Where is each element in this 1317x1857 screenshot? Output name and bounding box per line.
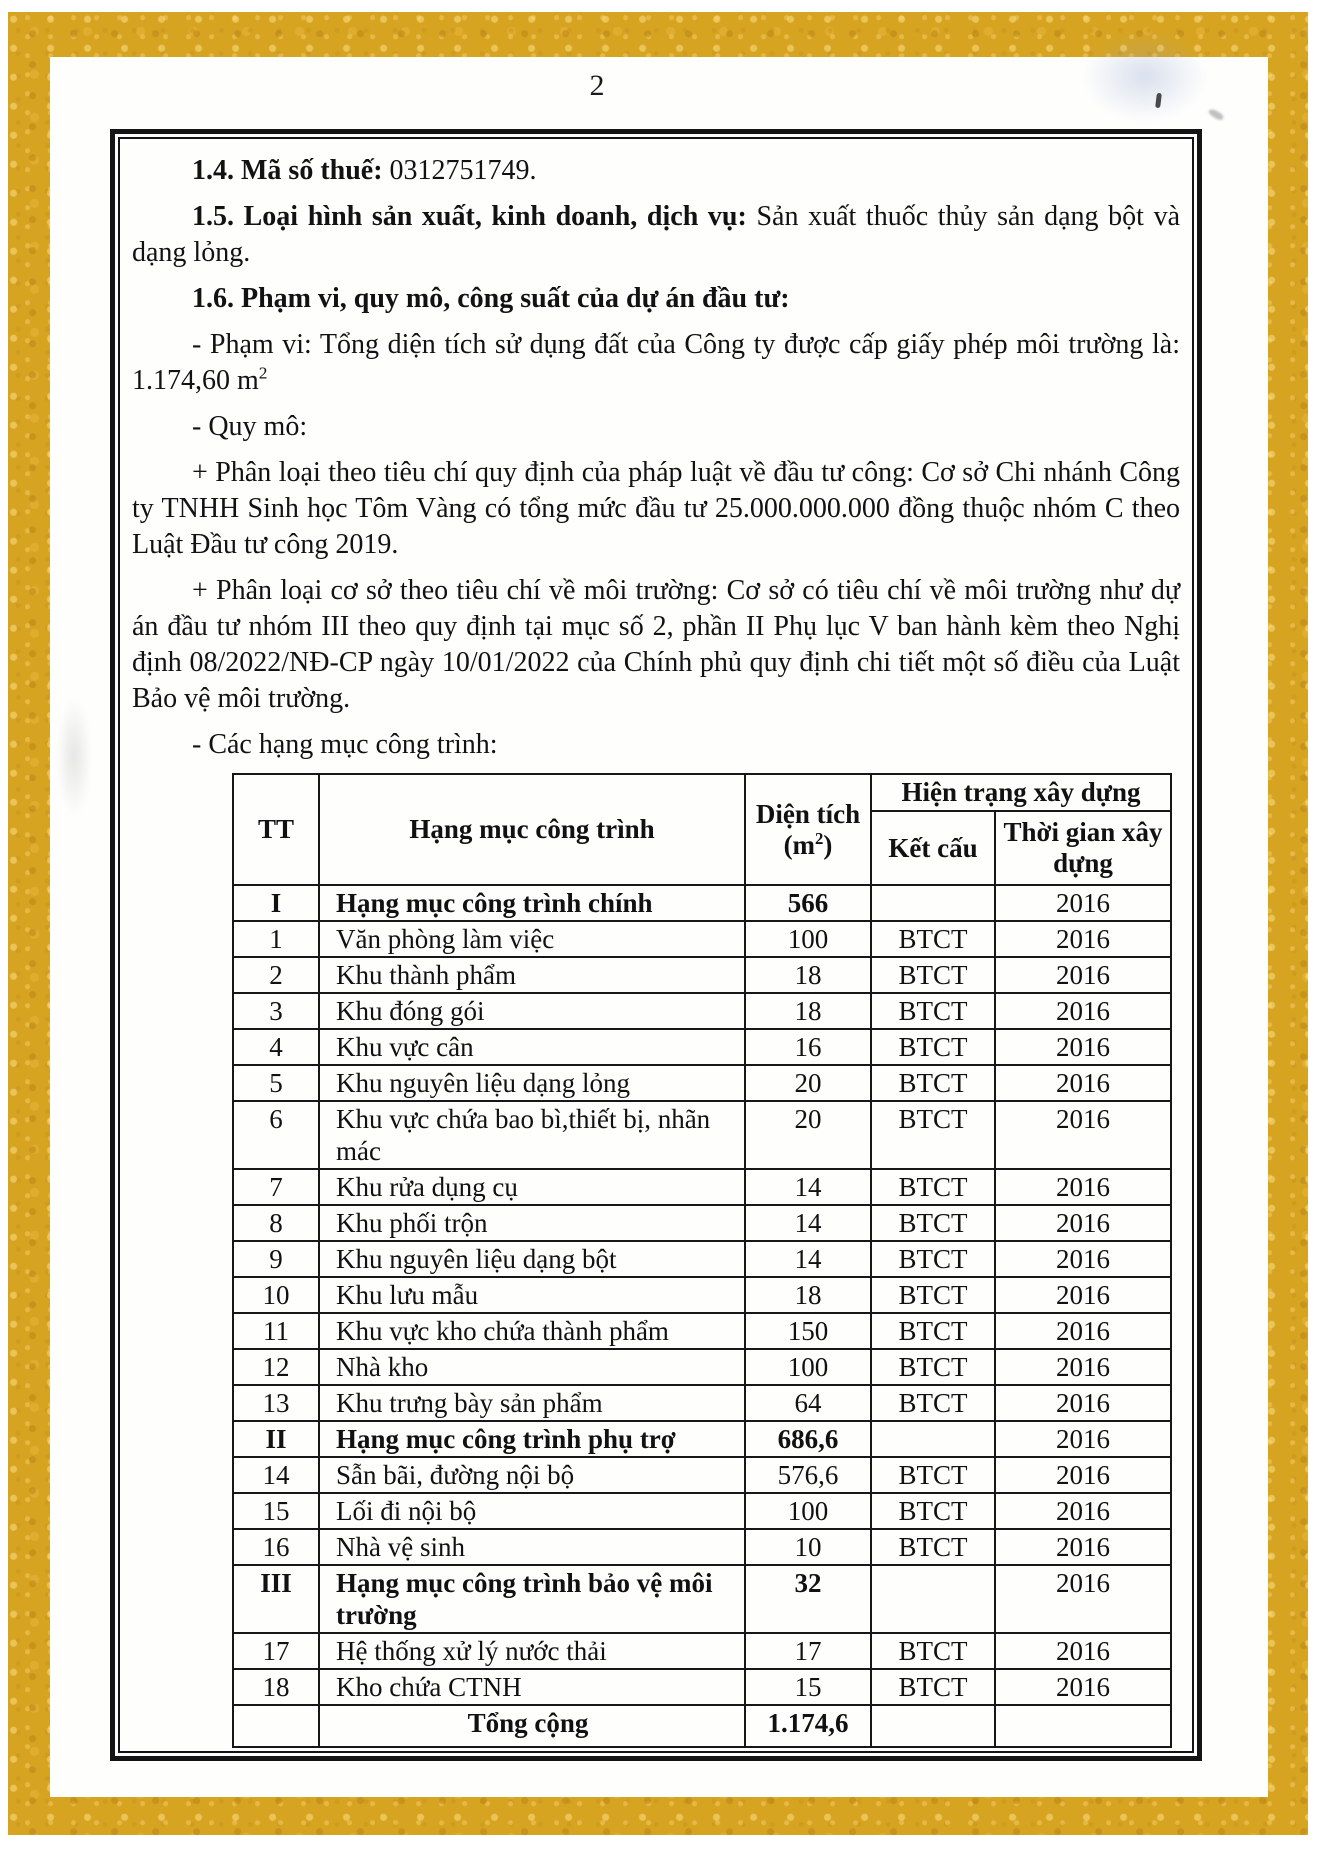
table-row — [233, 1669, 1171, 1705]
cell-year: 2016 — [995, 1529, 1171, 1565]
cell-structure — [871, 1421, 995, 1457]
cell-name: Khu vực chứa bao bì,thiết bị, nhãn mác — [319, 1101, 745, 1169]
cell-name: Nhà vệ sinh — [319, 1529, 745, 1565]
paragraph-tax-code — [132, 153, 1180, 189]
col-header-build-time: Thời gian xây dựng — [995, 811, 1171, 885]
cell-name: Hạng mục công trình phụ trợ — [319, 1421, 745, 1457]
table-row — [233, 957, 1171, 993]
cell-area: 1.174,6 — [745, 1705, 871, 1747]
tax-code-value: 0312751749. — [389, 155, 537, 186]
cell-structure: BTCT — [871, 993, 995, 1029]
cell-structure: BTCT — [871, 1457, 995, 1493]
col-header-tt: TT — [233, 774, 319, 885]
cell-name: Khu nguyên liệu dạng lỏng — [319, 1065, 745, 1101]
cell-tt — [233, 1705, 319, 1747]
table-row — [233, 1633, 1171, 1669]
cell-area: 566 — [745, 885, 871, 921]
cell-name: Khu rửa dụng cụ — [319, 1169, 745, 1205]
table-row — [233, 1241, 1171, 1277]
document-content — [118, 137, 1194, 1753]
cell-area: 18 — [745, 957, 871, 993]
cell-structure — [871, 885, 995, 921]
cell-area: 686,6 — [745, 1421, 871, 1457]
cell-tt: 2 — [233, 957, 319, 993]
table-row — [233, 1421, 1171, 1457]
table-row — [233, 1349, 1171, 1385]
cell-area: 18 — [745, 1277, 871, 1313]
paragraph-business-type — [132, 199, 1180, 271]
cell-structure: BTCT — [871, 1169, 995, 1205]
cell-area: 100 — [745, 1349, 871, 1385]
cell-tt: 17 — [233, 1633, 319, 1669]
cell-year — [995, 1705, 1171, 1747]
cell-name: Hạng mục công trình chính — [319, 885, 745, 921]
cell-structure: BTCT — [871, 1385, 995, 1421]
cell-structure: BTCT — [871, 1029, 995, 1065]
table-row — [233, 1529, 1171, 1565]
cell-structure: BTCT — [871, 1633, 995, 1669]
cell-tt: 8 — [233, 1205, 319, 1241]
cell-tt: 9 — [233, 1241, 319, 1277]
table-row — [233, 1029, 1171, 1065]
cell-tt: 4 — [233, 1029, 319, 1065]
cell-structure: BTCT — [871, 1529, 995, 1565]
scan-margin-smudge — [56, 697, 92, 817]
cell-name: Kho chứa CTNH — [319, 1669, 745, 1705]
cell-year: 2016 — [995, 1669, 1171, 1705]
cell-structure: BTCT — [871, 1277, 995, 1313]
cell-tt: 7 — [233, 1169, 319, 1205]
cell-year: 2016 — [995, 1241, 1171, 1277]
cell-name: Khu đóng gói — [319, 993, 745, 1029]
cell-tt: 1 — [233, 921, 319, 957]
cell-name: Khu vực cân — [319, 1029, 745, 1065]
cell-structure — [871, 1565, 995, 1633]
cell-name: Khu nguyên liệu dạng bột — [319, 1241, 745, 1277]
cell-area: 150 — [745, 1313, 871, 1349]
cell-structure: BTCT — [871, 1349, 995, 1385]
cell-name: Lối đi nội bộ — [319, 1493, 745, 1529]
cell-year: 2016 — [995, 1565, 1171, 1633]
cell-tt: 14 — [233, 1457, 319, 1493]
table-row — [233, 1169, 1171, 1205]
gold-border-frame — [8, 12, 1308, 1835]
cell-year: 2016 — [995, 1633, 1171, 1669]
cell-name: Khu vực kho chứa thành phẩm — [319, 1313, 745, 1349]
cell-name: Khu thành phẩm — [319, 957, 745, 993]
construction-items-table — [232, 773, 1172, 1748]
table-row — [233, 1493, 1171, 1529]
col-header-status-group: Hiện trạng xây dựng — [871, 774, 1171, 811]
col-header-area: Diện tích $(m^2)$ — [745, 774, 871, 885]
cell-year: 2016 — [995, 921, 1171, 957]
cell-area: 10 — [745, 1529, 871, 1565]
cell-year: 2016 — [995, 957, 1171, 993]
cell-tt: II — [233, 1421, 319, 1457]
cell-tt: 5 — [233, 1065, 319, 1101]
cell-name: Khu lưu mẫu — [319, 1277, 745, 1313]
cell-area: 100 — [745, 1493, 871, 1529]
col-header-structure: Kết cấu — [871, 811, 995, 885]
cell-structure: BTCT — [871, 1205, 995, 1241]
cell-name: Văn phòng làm việc — [319, 921, 745, 957]
cell-name: Tổng cộng — [319, 1705, 745, 1747]
table-row — [233, 1457, 1171, 1493]
heading-scope-scale: 1.6. Phạm vi, quy mô, công suất của dự án đầu tư: — [192, 283, 790, 314]
cell-year: 2016 — [995, 1313, 1171, 1349]
cell-name: Khu phối trộn — [319, 1205, 745, 1241]
cell-tt: 3 — [233, 993, 319, 1029]
business-type-value: Sản xuất thuốc thủy sản dạng bột và dạng lỏng. — [132, 201, 1181, 268]
cell-name: Hệ thống xử lý nước thải — [319, 1633, 745, 1669]
scope-text: - Phạm vi: Tổng diện tích sử dụng đất của Công ty được cấp giấy phép môi trường là: 1.174,60 m — [132, 329, 1180, 396]
cell-area: 576,6 — [745, 1457, 871, 1493]
cell-year: 2016 — [995, 1349, 1171, 1385]
paragraph-classification-environment: + Phân loại cơ sở theo tiêu chí về môi trường: Cơ sở có tiêu chí về môi trường như dự án đầu tư nhóm III theo quy định tại mục số 2, phần II Phụ lục V ban hành kèm theo Nghị định 08/2022/NĐ-CP ngày 10/01/2022 của Chính phủ quy định chi tiết một số điều của Luật Bảo vệ môi trường. — [132, 575, 1180, 714]
cell-structure: BTCT — [871, 1101, 995, 1169]
cell-tt: 13 — [233, 1385, 319, 1421]
tax-code-label: 1.4. Mã số thuế: — [192, 155, 383, 186]
cell-tt: 15 — [233, 1493, 319, 1529]
cell-tt: 12 — [233, 1349, 319, 1385]
cell-area: 14 — [745, 1241, 871, 1277]
cell-year: 2016 — [995, 1169, 1171, 1205]
cell-structure — [871, 1705, 995, 1747]
cell-year: 2016 — [995, 1029, 1171, 1065]
document-page — [50, 57, 1268, 1797]
table-row — [233, 921, 1171, 957]
cell-tt: I — [233, 885, 319, 921]
cell-area: 20 — [745, 1065, 871, 1101]
cell-tt: III — [233, 1565, 319, 1633]
table-row — [233, 1313, 1171, 1349]
cell-tt: 6 — [233, 1101, 319, 1169]
cell-area: 18 — [745, 993, 871, 1029]
business-type-label: 1.5. Loại hình sản xuất, kinh doanh, dịch vụ: — [192, 201, 747, 232]
page-number: 2 — [589, 69, 605, 102]
cell-structure: BTCT — [871, 1065, 995, 1101]
cell-area: 14 — [745, 1205, 871, 1241]
cell-year: 2016 — [995, 1205, 1171, 1241]
document-border-box — [110, 129, 1202, 1761]
cell-area: 32 — [745, 1565, 871, 1633]
cell-area: 20 — [745, 1101, 871, 1169]
scan-mark-faint — [1207, 107, 1224, 121]
cell-year: 2016 — [995, 1277, 1171, 1313]
paragraph-classification-investment: + Phân loại theo tiêu chí quy định của pháp luật về đầu tư công: Cơ sở Chi nhánh Công ty TNHH Sinh học Tôm Vàng có tổng mức đầu tư 25.000.000.000 đồng thuộc nhóm C theo Luật Đầu tư công 2019. — [132, 457, 1180, 560]
cell-area: 16 — [745, 1029, 871, 1065]
col-header-name: Hạng mục công trình — [319, 774, 745, 885]
paragraph-items-intro: - Các hạng mục công trình: — [192, 729, 498, 760]
cell-area: 17 — [745, 1633, 871, 1669]
scope-superscript: 2 — [258, 363, 268, 383]
cell-name: Khu trưng bày sản phẩm — [319, 1385, 745, 1421]
cell-area: 64 — [745, 1385, 871, 1421]
table-row — [233, 1385, 1171, 1421]
cell-year: 2016 — [995, 1065, 1171, 1101]
table-row — [233, 993, 1171, 1029]
cell-year: 2016 — [995, 885, 1171, 921]
cell-year: 2016 — [995, 1385, 1171, 1421]
table-total-row — [233, 1705, 1171, 1747]
cell-tt: 18 — [233, 1669, 319, 1705]
cell-tt: 11 — [233, 1313, 319, 1349]
cell-structure: BTCT — [871, 1241, 995, 1277]
cell-structure: BTCT — [871, 1313, 995, 1349]
table-row — [233, 1205, 1171, 1241]
table-row — [233, 885, 1171, 921]
cell-structure: BTCT — [871, 957, 995, 993]
table-row — [233, 1101, 1171, 1169]
cell-structure: BTCT — [871, 1669, 995, 1705]
cell-name: Sẫn bãi, đường nội bộ — [319, 1457, 745, 1493]
cell-name: Nhà kho — [319, 1349, 745, 1385]
cell-area: 100 — [745, 921, 871, 957]
cell-year: 2016 — [995, 1493, 1171, 1529]
cell-year: 2016 — [995, 1421, 1171, 1457]
table-row — [233, 1565, 1171, 1633]
cell-year: 2016 — [995, 1101, 1171, 1169]
cell-tt: 16 — [233, 1529, 319, 1565]
cell-name: Hạng mục công trình bảo vệ môi trường — [319, 1565, 745, 1633]
table-row — [233, 1277, 1171, 1313]
paragraph-scale: - Quy mô: — [192, 411, 308, 442]
cell-area: 14 — [745, 1169, 871, 1205]
cell-tt: 10 — [233, 1277, 319, 1313]
cell-structure: BTCT — [871, 921, 995, 957]
cell-year: 2016 — [995, 1457, 1171, 1493]
cell-year: 2016 — [995, 993, 1171, 1029]
cell-structure: BTCT — [871, 1493, 995, 1529]
cell-area: 15 — [745, 1669, 871, 1705]
table-row — [233, 1065, 1171, 1101]
paragraph-scope — [132, 327, 1180, 399]
